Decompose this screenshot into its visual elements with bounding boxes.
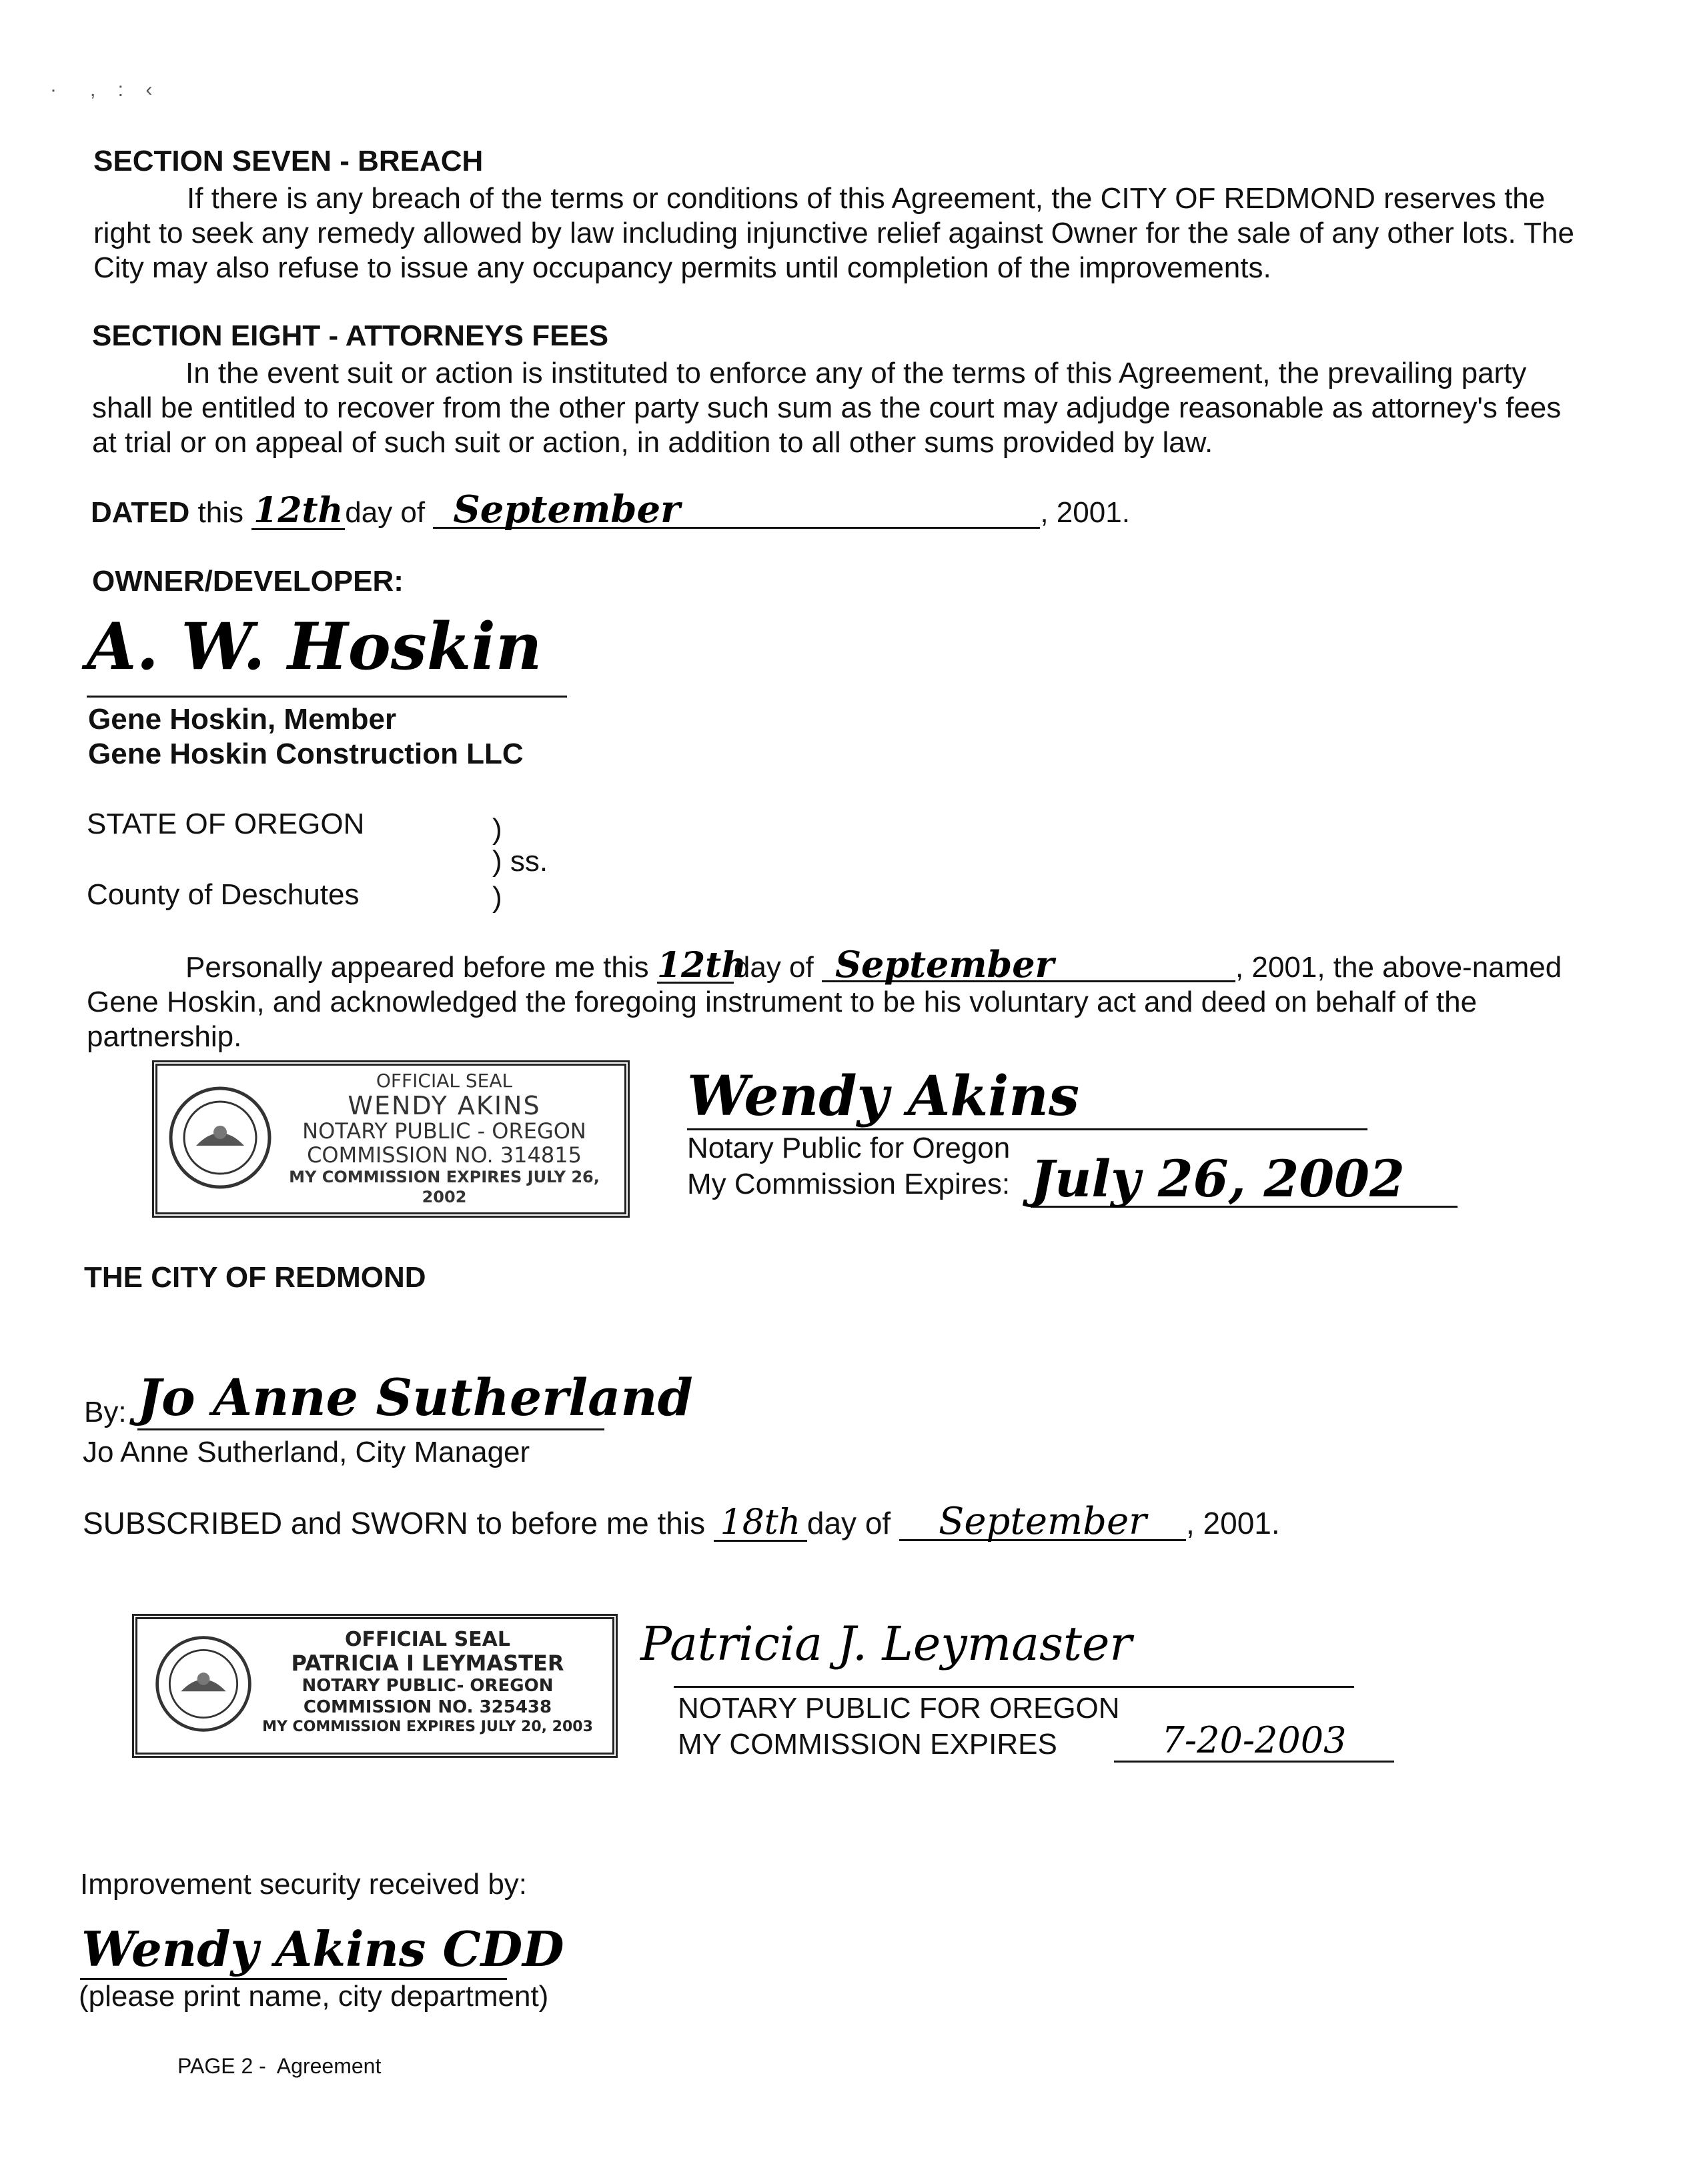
subscribed-day-field: 18th bbox=[714, 1505, 807, 1542]
subscribed-month-field: September bbox=[899, 1504, 1186, 1541]
dated-label: DATED bbox=[91, 496, 190, 529]
ack-suffix: , 2001, the above-named Gene Hoskin, and acknowledged the foregoing instrument to be his voluntary act and deed on behalf of the partnership. bbox=[87, 951, 1562, 1053]
city-by-label: By: bbox=[84, 1396, 127, 1428]
notary1-expires-label: My Commission Expires: bbox=[687, 1168, 1011, 1200]
seal1-line3: NOTARY PUBLIC - OREGON bbox=[302, 1118, 586, 1144]
notary1-signature: Wendy Akins bbox=[687, 1064, 1080, 1128]
notary1-signature-line bbox=[687, 1128, 1367, 1130]
notary2-expires-value: 7-20-2003 bbox=[1114, 1721, 1394, 1763]
seal2-line3: NOTARY PUBLIC- OREGON bbox=[302, 1676, 554, 1696]
owner-heading: OWNER/DEVELOPER: bbox=[92, 565, 404, 598]
subscribed-line bbox=[83, 1500, 1280, 1543]
seal1-line2: WENDY AKINS bbox=[348, 1091, 541, 1120]
owner-company: Gene Hoskin Construction LLC bbox=[88, 738, 524, 770]
dated-month-field: September bbox=[433, 492, 1040, 529]
dated-year: , 2001. bbox=[1040, 496, 1130, 529]
notary2-signature: Patricia J. Leymaster bbox=[640, 1616, 1132, 1671]
city-manager-name: Jo Anne Sutherland, City Manager bbox=[83, 1436, 530, 1468]
ack-day-of: day of bbox=[733, 951, 814, 984]
subscribed-day-of: day of bbox=[806, 1506, 891, 1540]
oregon-state-seal-icon bbox=[153, 1634, 253, 1734]
venue-ss: ) ss. bbox=[492, 845, 548, 878]
dated-line bbox=[91, 487, 1130, 531]
dated-this: this bbox=[197, 496, 244, 529]
seal1-line5: MY COMMISSION EXPIRES JULY 26, 2002 bbox=[289, 1168, 600, 1206]
subscribed-prefix: SUBSCRIBED and SWORN to before me this bbox=[83, 1506, 706, 1540]
seal1-text bbox=[277, 1070, 611, 1207]
section-seven-body: If there is any breach of the terms or conditions of this Agreement, the CITY OF REDMOND reserves the right to seek any remedy allowed by law including injunctive relief against Owner for the sale of any other lots. The City may also refuse to issue any occupancy permits until completion of the improvements. bbox=[93, 182, 1574, 284]
section-eight-body: In the event suit or action is instituted to enforce any of the terms of this Agreement, the prevailing party shall be entitled to recover from the other party such sum as the court may adjudge reasonable as attorney's fees at trial or on appeal of such suit or action, in addition to all other sums provided by law. bbox=[92, 357, 1562, 459]
seal2-line5: MY COMMISSION EXPIRES JULY 20, 2003 bbox=[262, 1719, 593, 1735]
oregon-state-seal-icon bbox=[167, 1084, 273, 1191]
city-signature: Jo Anne Sutherland bbox=[137, 1367, 604, 1430]
seal2-line4: COMMISSION NO. 325438 bbox=[303, 1697, 552, 1717]
notary-seal-wendy-akins bbox=[152, 1060, 630, 1218]
venue-paren-1: ) bbox=[492, 813, 502, 846]
ack-day-field: 12th bbox=[656, 945, 747, 986]
venue-county: County of Deschutes bbox=[87, 878, 360, 911]
notary2-signature-line bbox=[674, 1686, 1354, 1688]
ack-prefix: Personally appeared before me this bbox=[185, 951, 649, 984]
section-seven-heading: SECTION SEVEN - BREACH bbox=[93, 145, 484, 177]
owner-name: Gene Hoskin, Member bbox=[88, 703, 397, 736]
seal2-line2: PATRICIA I LEYMASTER bbox=[291, 1651, 564, 1676]
section-eight-heading: SECTION EIGHT - ATTORNEYS FEES bbox=[92, 319, 609, 352]
subscribed-year: , 2001. bbox=[1185, 1506, 1280, 1540]
security-signature: Wendy Akins CDD bbox=[81, 1921, 564, 1977]
security-label: Improvement security received by: bbox=[80, 1868, 528, 1901]
notary2-expires-label: MY COMMISSION EXPIRES bbox=[678, 1728, 1057, 1761]
venue-state: STATE OF OREGON bbox=[87, 808, 365, 840]
seal2-text bbox=[257, 1628, 598, 1737]
notary1-expires-value: July 26, 2002 bbox=[1031, 1152, 1458, 1208]
venue-paren-3: ) bbox=[492, 881, 502, 914]
ack-month-field: September bbox=[822, 948, 1235, 982]
dated-day-field: 12th bbox=[251, 493, 345, 530]
city-heading: THE CITY OF REDMOND bbox=[84, 1261, 426, 1294]
seal2-line1: OFFICIAL SEAL bbox=[344, 1628, 511, 1651]
owner-signature-line bbox=[87, 696, 567, 698]
acknowledgment-paragraph bbox=[87, 943, 1588, 1054]
scan-specks: · , : ‹ bbox=[50, 79, 153, 101]
notary2-title: NOTARY PUBLIC FOR OREGON bbox=[678, 1692, 1120, 1725]
notary1-title: Notary Public for Oregon bbox=[687, 1132, 1011, 1164]
seal1-line1: OFFICIAL SEAL bbox=[376, 1070, 513, 1092]
dated-day-of: day of bbox=[345, 496, 426, 529]
security-caption: (please print name, city department) bbox=[79, 1980, 549, 2013]
page-footer: PAGE 2 - Agreement bbox=[177, 2054, 382, 2078]
owner-signature: A. W. Hoskin bbox=[87, 609, 542, 684]
seal1-line4: COMMISSION NO. 314815 bbox=[307, 1142, 582, 1168]
notary-seal-patricia-leymaster bbox=[132, 1614, 618, 1758]
